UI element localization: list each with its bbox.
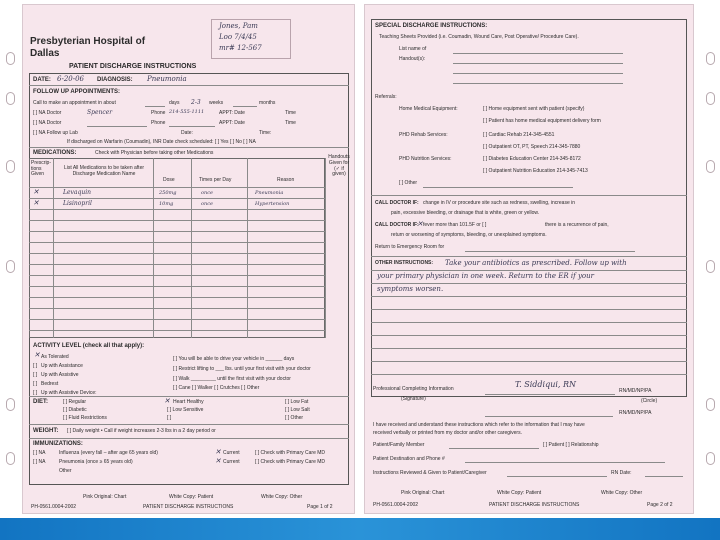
call-doctor-1-text-2: pain, excessive bleeding, or drainage that is white, green or yellow.	[391, 210, 540, 216]
follow-up-weeks-value: 2-3	[191, 99, 201, 106]
activity-right-2: [ ] Restrict lifting to ___ lbs. until your first visit with your doctor	[173, 366, 311, 372]
doctor-row-1-time: Time	[285, 110, 296, 116]
activity-left-5: Up with Assistive Device:	[41, 390, 97, 396]
activity-left-4: Bedrest	[41, 381, 59, 387]
doctor-row-2-phone-label: Phone	[151, 120, 166, 126]
discharge-form-page-2	[364, 4, 694, 514]
footer-page: Page 2 of 2	[647, 502, 673, 508]
immun-2-prefix: [ ] NA	[33, 459, 46, 465]
date-label: DATE:	[33, 77, 51, 83]
footer-copy-3: White Copy: Other	[601, 490, 643, 496]
col-reason: Reason	[277, 177, 295, 183]
med-1-dose: 250mg	[159, 190, 177, 196]
family-patient: [ ] Patient [ ] Relationship	[543, 442, 599, 448]
diet-1-1: [ ] Regular	[63, 399, 87, 405]
destination: Patient Destination and Phone #	[373, 456, 445, 462]
doctor-row-1-phone: 214-555-1111	[169, 109, 205, 115]
immun-1-status: Current	[223, 450, 240, 456]
bottom-blue-band	[0, 518, 720, 540]
rehab-opt-2: [ ] Outpatient OT, PT, Speech 214-345-7880	[483, 144, 581, 150]
diet-1-2: [ ] Diabetic	[63, 407, 87, 413]
punch-hole	[706, 260, 715, 273]
activity-right-1: [ ] You will be able to drive your vehicle in ______ days	[173, 356, 295, 362]
doctor-row-2-phone-blank[interactable]	[169, 126, 215, 127]
punch-hole	[706, 398, 715, 411]
diet-3-3: [ ] Other	[285, 415, 304, 421]
warfarin-line: If discharged on Warfarin (Coumadin), INR Date check scheduled: [ ] Yes [ ] No [ ] NA	[67, 139, 256, 145]
footer-copy-1: Pink Original: Chart	[83, 494, 127, 500]
footer-copy-2: White Copy: Patient	[497, 490, 542, 496]
immun-2-md: [ ] Check with Primary Care MD	[255, 459, 326, 465]
activity-header: ACTIVITY LEVEL (check all that apply):	[33, 343, 145, 349]
punch-hole	[6, 52, 15, 65]
rn-date: RN Date:	[611, 470, 632, 476]
hospital-name-city: Dallas	[30, 48, 60, 59]
diet-label: DIET:	[33, 399, 48, 405]
med-1-name: Levaquin	[63, 189, 91, 196]
list-handouts-1: List name of	[399, 46, 427, 52]
date-value: 6-20-06	[57, 75, 84, 83]
other-instructions-label: OTHER INSTRUCTIONS:	[375, 260, 434, 266]
punch-hole	[6, 452, 15, 465]
immun-other: Other	[59, 468, 72, 474]
rn-np-label: RN/MD/NP/PA	[619, 388, 652, 394]
nutrition-label: PHD Nutrition Services:	[399, 156, 452, 162]
med-1-reason: Pneumonia	[255, 190, 284, 196]
reviewed: Instructions Reviewed & Given to Patient/Caregiver	[373, 470, 487, 476]
footer-copy-1: Pink Original: Chart	[401, 490, 445, 496]
divider	[29, 147, 349, 148]
med-2-times: once	[201, 201, 213, 207]
doctor-row-2-blank[interactable]	[87, 126, 147, 127]
weight-text: [ ] Daily weight • Call if weight increases 2-3 lbs in a 2 day period or	[67, 428, 216, 434]
doctor-row-2-appt: APPT: Date	[219, 120, 245, 126]
col-handouts: Handouts Given for (✓ if given)	[328, 154, 350, 178]
days-blank[interactable]	[145, 106, 165, 107]
home-medical-label: Home Medical Equipment:	[399, 106, 458, 112]
activity-box: [ ]	[33, 372, 38, 378]
footer-copy-3: White Copy: Other	[261, 494, 303, 500]
doctor-row-1-appt: APPT: Date	[219, 110, 245, 116]
call-doctor-2-text-2: there is a recurrence of pain,	[545, 222, 609, 228]
follow-up-header: FOLLOW UP APPOINTMENTS:	[33, 89, 120, 95]
follow-up-days: days	[169, 100, 180, 106]
immun-1-text: Influenza (every fall – after age 65 years old)	[59, 450, 158, 456]
punch-hole	[6, 398, 15, 411]
immun-1-check: ✕	[215, 448, 221, 456]
footer-form-id: PH-0561.0004-2002	[373, 502, 419, 508]
call-doctor-2-text-3: return or worsening of symptoms, bleeding, or unexplained symptoms.	[391, 232, 547, 238]
nutrition-opt-1: [ ] Diabetes Education Center 214-345-8172	[483, 156, 581, 162]
col-times: Times per Day	[199, 177, 232, 183]
doctor-row-1-prefix: [ ] NA Doctor	[33, 110, 62, 116]
other-instructions-hw-2: your primary physician in one week. Return to the ER if your	[377, 272, 594, 280]
immun-2-status: Current	[223, 459, 240, 465]
punch-hole	[706, 52, 715, 65]
doctor-row-1-phone-label: Phone	[151, 110, 166, 116]
patient-dob: Loo 7/4/45	[219, 33, 257, 41]
punch-hole	[706, 452, 715, 465]
diagnosis-value: Pneumonia	[147, 75, 187, 83]
discharge-form-page-1	[22, 4, 355, 514]
follow-lab: [ ] NA Follow up Lab	[33, 130, 78, 136]
professional-label: Professional Completing Information	[373, 386, 454, 392]
footer-title: PATIENT DISCHARGE INSTRUCTIONS	[489, 502, 580, 508]
call-doctor-1-text-1: change in IV or procedure site such as redness, swelling, increase in	[423, 200, 576, 206]
col-dose: Dose	[163, 177, 175, 183]
list-handouts-2: Handout(s):	[399, 56, 426, 62]
activity-right-4: [ ] Cane [ ] Walker [ ] Crutches [ ] Other	[173, 385, 260, 391]
special-title: SPECIAL DISCHARGE INSTRUCTIONS:	[375, 23, 488, 29]
medications-note: Check with Physician before taking other Medications	[95, 150, 214, 156]
call-doctor-1-label: CALL DOCTOR IF:	[375, 200, 419, 206]
punch-hole	[706, 160, 715, 173]
diet-3-1: [ ] Low Fat	[285, 399, 309, 405]
call-doctor-2-label: CALL DOCTOR IF:	[375, 222, 419, 228]
professional-sig-label: (Signature)	[401, 396, 426, 402]
family-member: Patient/Family Member	[373, 442, 425, 448]
professional-signature-line[interactable]	[485, 394, 615, 395]
weight-label: WEIGHT:	[33, 428, 59, 434]
immun-2-text: Pneumonia (once ≥ 65 years old)	[59, 459, 133, 465]
med-2-reason: Hypertension	[255, 201, 290, 207]
footer-title: PATIENT DISCHARGE INSTRUCTIONS	[143, 504, 234, 510]
activity-right-3: [ ] Walk _________ until the first visit with your doctor	[173, 376, 291, 382]
hospital-name: Presbyterian Hospital of	[30, 36, 146, 47]
punch-hole	[706, 92, 715, 105]
punch-hole	[6, 92, 15, 105]
medications-label: MEDICATIONS:	[33, 150, 77, 156]
immunizations-label: IMMUNIZATIONS:	[33, 441, 83, 447]
follow-lab-date: Date:	[181, 130, 193, 136]
col-medication: List All Medications to be taken after Discharge Medication Name	[63, 165, 145, 177]
med-2-dose: 10mg	[159, 201, 174, 207]
immun-1-prefix: [ ] NA	[33, 450, 46, 456]
special-frame	[371, 19, 687, 397]
diet-3-2: [ ] Low Salt	[285, 407, 310, 413]
understanding-1: I have received and understand these instructions which refer to the information that I may have	[373, 422, 585, 428]
prescription-check-2: ✕	[33, 199, 39, 207]
med-1-times: once	[201, 190, 213, 196]
call-doctor-check: ✕	[417, 220, 423, 228]
diet-2-1: Heart Healthy	[173, 399, 204, 405]
nutrition-opt-2: [ ] Outpatient Nutrition Education 214-345-7413	[483, 168, 588, 174]
activity-box: [ ]	[33, 390, 38, 396]
activity-box: [ ]	[33, 381, 38, 387]
col-prescriptions: Prescrip-tions Given	[31, 160, 52, 177]
footer-form-id: PH-0561.0004-2002	[31, 504, 77, 510]
diet-1-3: [ ] Fluid Restrictions	[63, 415, 107, 421]
form-title: PATIENT DISCHARGE INSTRUCTIONS	[69, 63, 197, 70]
doctor-row-1-name: Spencer	[87, 109, 113, 116]
patient-mrn: mr# 12-567	[219, 44, 262, 52]
punch-hole	[6, 260, 15, 273]
rn-md-label: RN/MD/NP/PA	[619, 410, 652, 416]
diet-2-3: [ ]	[167, 415, 172, 421]
doctor-row-2-time: Time	[285, 120, 296, 126]
patient-name: Jones, Pam	[219, 22, 258, 30]
diet-check-mark: ✕	[164, 397, 170, 405]
months-blank[interactable]	[233, 106, 257, 107]
medication-table	[29, 158, 325, 338]
follow-up-weeks: weeks	[209, 100, 224, 106]
diagnosis-label: DIAGNOSIS:	[97, 77, 133, 83]
professional-signature: T. Siddiqui, RN	[515, 380, 577, 389]
home-medical-opt-1: [ ] Home equipment sent with patient (specify)	[483, 106, 585, 112]
circle-label: (Circle)	[641, 398, 658, 404]
rehab-opt-1: [ ] Cardiac Rehab 214-345-4551	[483, 132, 555, 138]
activity-left-1: As Tolerated	[41, 354, 69, 360]
other-referral: [ ] Other	[399, 180, 418, 186]
follow-up-call: Call to make an appointment in about	[33, 100, 116, 106]
home-medical-opt-2: [ ] Patient has home medical equipment delivery form	[483, 118, 601, 124]
divider	[29, 85, 349, 86]
other-instructions-hw-3: symptoms worsen.	[377, 285, 444, 293]
other-instructions-hw-1: Take your antibiotics as prescribed. Follow up with	[445, 259, 627, 267]
immun-2-check: ✕	[215, 457, 221, 465]
prescription-check-1: ✕	[33, 188, 39, 196]
rehab-label: PHD Rehab Services:	[399, 132, 448, 138]
activity-check-mark: ✕	[34, 351, 40, 359]
activity-box: [ ]	[33, 363, 38, 369]
activity-left-3: Up with Assistive	[41, 372, 79, 378]
punch-hole	[6, 160, 15, 173]
activity-left-2: Up with Assistance	[41, 363, 83, 369]
footer-page: Page 1 of 2	[307, 504, 333, 510]
call-doctor-2-text-1: fever more than 101.5F or [ ]	[423, 222, 487, 228]
immun-1-md: [ ] Check with Primary Care MD	[255, 450, 326, 456]
footer-copy-2: White Copy: Patient	[169, 494, 214, 500]
understanding-2: received verbally or printed from my doctor and/or other caregivers.	[373, 430, 522, 436]
return-er: Return to Emergency Room for	[375, 244, 445, 250]
special-sub: Teaching Sheets Provided (i.e. Coumadin, Wound Care, Post Operative/ Procedure Care).	[379, 34, 579, 40]
referrals-label: Referrals:	[375, 94, 397, 100]
follow-up-months: months	[259, 100, 276, 106]
med-2-name: Lisinopril	[63, 200, 92, 207]
follow-lab-time: Time:	[259, 130, 272, 136]
diet-2-2: [ ] Low Sensitive	[167, 407, 204, 413]
doctor-row-2-prefix: [ ] NA Doctor	[33, 120, 62, 126]
